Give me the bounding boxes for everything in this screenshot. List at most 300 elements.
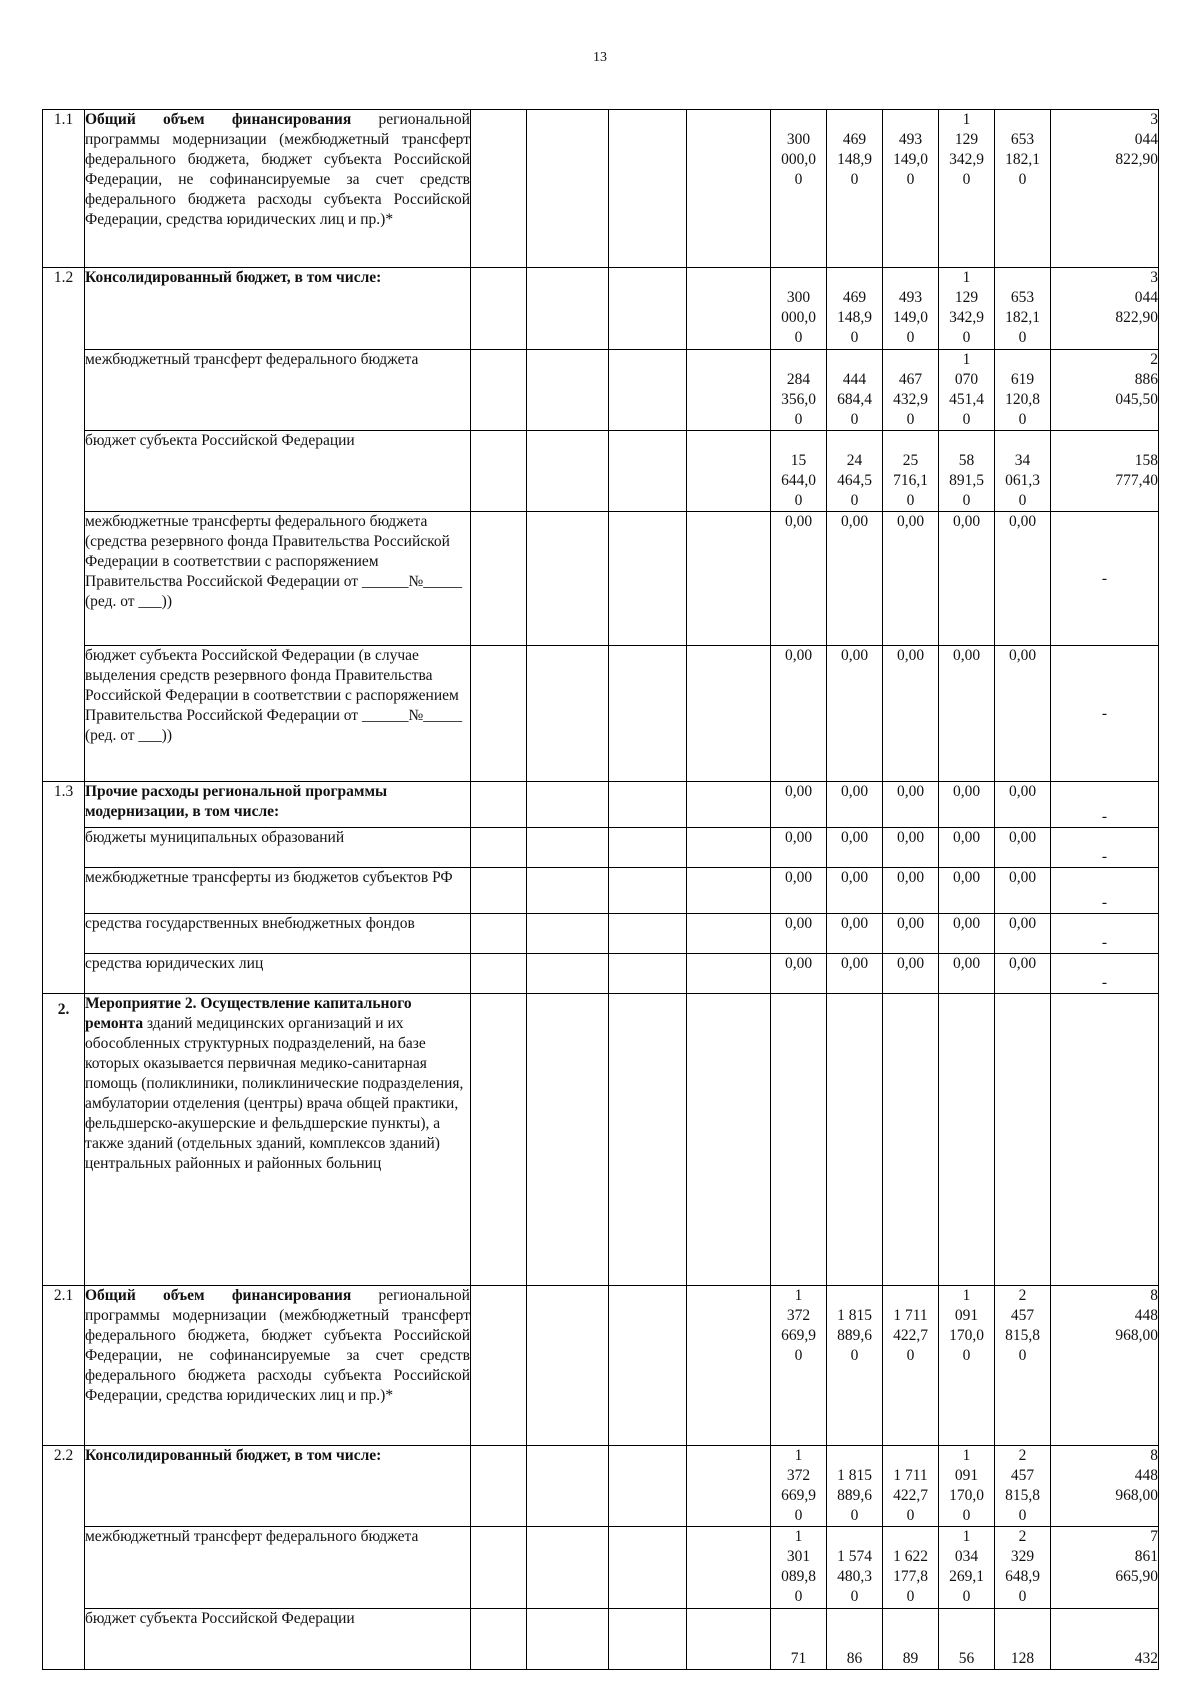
amount-line: 0 <box>794 329 803 346</box>
empty-cell <box>771 994 827 1286</box>
amount-line: 301 <box>786 1548 811 1565</box>
amount-line: 422,7 <box>893 1487 928 1504</box>
amount-line: 0 <box>906 1347 915 1364</box>
amount-cell: 0,00 <box>995 828 1051 868</box>
row-description: межбюджетный трансферт федерального бюджета <box>85 1527 471 1609</box>
amount-line: 0 <box>794 1588 803 1605</box>
amount-line: 372 <box>786 1467 811 1484</box>
amount-line: 2 <box>1150 351 1158 368</box>
table-row <box>43 1286 1159 1446</box>
amount-line: 0 <box>906 411 915 428</box>
amount-line: 464,5 <box>837 472 872 489</box>
amount-line: 0 <box>962 411 971 428</box>
amount-line: 329 <box>1010 1548 1035 1565</box>
empty-cell <box>471 828 527 868</box>
amount-line: 56 <box>958 1650 975 1667</box>
amount-cell <box>883 1609 939 1670</box>
empty-cell <box>471 868 527 914</box>
amount-cell <box>827 110 883 268</box>
amount-line: 1 622 <box>893 1548 928 1565</box>
total-cell: - <box>1051 512 1159 646</box>
total-cell <box>1051 350 1159 431</box>
amount-line: 372 <box>786 1307 811 1324</box>
amount-line: 1 <box>962 351 971 368</box>
total-cell <box>1051 431 1159 512</box>
empty-cell <box>883 994 939 1286</box>
amount-line: 448 <box>1134 1467 1158 1484</box>
empty-cell <box>471 954 527 994</box>
table-row <box>43 914 1159 954</box>
amount-cell <box>827 1609 883 1670</box>
table-row <box>43 994 1159 1286</box>
empty-cell <box>527 1609 609 1670</box>
amount-line: 269,1 <box>949 1568 984 1585</box>
amount-line: 182,1 <box>1005 151 1040 168</box>
amount-line: 7 <box>1150 1528 1158 1545</box>
amount-line <box>771 350 826 370</box>
amount-cell: 0,00 <box>827 914 883 954</box>
empty-cell <box>609 350 687 431</box>
amount-line: 58 <box>958 452 975 469</box>
amount-line <box>827 350 882 370</box>
amount-line: 644,0 <box>781 472 816 489</box>
amount-line: 777,40 <box>1115 472 1158 489</box>
empty-cell <box>609 646 687 782</box>
row-number: 2.2 <box>43 1446 85 1670</box>
amount-cell: 0,00 <box>939 954 995 994</box>
empty-cell <box>527 1527 609 1609</box>
amount-line: 886 <box>1134 371 1158 388</box>
amount-line <box>883 268 938 288</box>
amount-line: 86 <box>846 1650 863 1667</box>
empty-cell <box>527 914 609 954</box>
amount-line <box>883 1609 938 1629</box>
amount-line: 469 <box>842 131 867 148</box>
amount-line <box>827 1527 882 1547</box>
total-cell: - <box>1051 868 1159 914</box>
total-cell: - <box>1051 954 1159 994</box>
empty-cell <box>609 268 687 350</box>
amount-cell <box>827 1286 883 1446</box>
amount-line <box>1051 1609 1158 1629</box>
amount-line <box>771 268 826 288</box>
amount-line: 0 <box>1018 411 1027 428</box>
amount-line: 89 <box>902 1650 919 1667</box>
amount-line <box>883 1286 938 1306</box>
empty-cell <box>527 868 609 914</box>
amount-line: 0 <box>906 492 915 509</box>
amount-line: 061,3 <box>1005 472 1040 489</box>
empty-cell <box>527 512 609 646</box>
amount-line: 0 <box>906 171 915 188</box>
amount-line: 1 <box>962 1287 971 1304</box>
empty-cell <box>687 1609 771 1670</box>
amount-line <box>827 1609 882 1629</box>
amount-cell: 0,00 <box>771 914 827 954</box>
amount-line: 432 <box>1134 1650 1158 1667</box>
amount-line: 822,90 <box>1115 309 1158 326</box>
amount-line: 451,4 <box>949 391 984 408</box>
amount-line: 861 <box>1134 1548 1158 1565</box>
amount-cell <box>883 350 939 431</box>
amount-cell: 0,00 <box>995 646 1051 782</box>
amount-line: 480,3 <box>837 1568 872 1585</box>
amount-cell: 0,00 <box>771 782 827 828</box>
amount-cell: 0,00 <box>827 512 883 646</box>
amount-line: 34 <box>1014 452 1031 469</box>
amount-line <box>995 1609 1050 1629</box>
amount-line: 493 <box>898 289 923 306</box>
row-number: 1.3 <box>43 782 85 994</box>
amount-line: 432,9 <box>893 391 928 408</box>
row-description: бюджет субъекта Российской Федерации (в случае выделения средств резервного фонда Правительства Российской Федерации в соответствии с распоряжением Правительства Российской Федерации от ______№_____ (ред. от ___)) <box>85 646 471 782</box>
amount-line: 815,8 <box>1005 1327 1040 1344</box>
empty-cell <box>609 868 687 914</box>
amount-line <box>995 350 1050 370</box>
amount-cell: 0,00 <box>771 646 827 782</box>
amount-line: 669,9 <box>781 1487 816 1504</box>
total-cell: - <box>1051 914 1159 954</box>
row-number: 1.2 <box>43 268 85 782</box>
amount-cell <box>995 431 1051 512</box>
amount-line: 170,0 <box>949 1487 984 1504</box>
amount-line: 2 <box>1018 1287 1027 1304</box>
total-cell: - <box>1051 646 1159 782</box>
amount-line: 0 <box>962 171 971 188</box>
amount-cell <box>939 1527 995 1609</box>
amount-cell <box>939 350 995 431</box>
empty-cell <box>471 1527 527 1609</box>
amount-line: 129 <box>954 289 979 306</box>
empty-cell <box>609 782 687 828</box>
amount-line: 0 <box>962 492 971 509</box>
amount-line <box>827 1286 882 1306</box>
amount-line: 889,6 <box>837 1487 872 1504</box>
table-row <box>43 1609 1159 1670</box>
row-description: бюджеты муниципальных образований <box>85 828 471 868</box>
amount-line: 1 <box>962 269 971 286</box>
amount-cell <box>995 1527 1051 1609</box>
empty-cell <box>609 1446 687 1527</box>
amount-line: 0 <box>850 1507 859 1524</box>
amount-cell: 0,00 <box>827 868 883 914</box>
empty-cell <box>471 512 527 646</box>
amount-line: 1 <box>794 1287 803 1304</box>
amount-line: 129 <box>954 131 979 148</box>
amount-cell: 0,00 <box>939 828 995 868</box>
amount-line: 0 <box>1018 1588 1027 1605</box>
amount-cell: 0,00 <box>939 512 995 646</box>
amount-cell <box>995 1286 1051 1446</box>
amount-line: 0 <box>850 171 859 188</box>
amount-line <box>1051 431 1158 451</box>
empty-cell <box>687 868 771 914</box>
amount-line: 300 <box>786 131 811 148</box>
row-description: Консолидированный бюджет, в том числе: <box>85 1446 471 1527</box>
table-row <box>43 828 1159 868</box>
amount-cell <box>883 110 939 268</box>
amount-line: 0 <box>794 1347 803 1364</box>
amount-cell <box>771 1286 827 1446</box>
row-number: 2.1 <box>43 1286 85 1446</box>
amount-cell: 0,00 <box>939 868 995 914</box>
empty-cell <box>527 646 609 782</box>
amount-line: 448 <box>1134 1307 1158 1324</box>
amount-cell <box>771 1527 827 1609</box>
empty-cell <box>687 914 771 954</box>
row-number: 2. <box>43 994 85 1286</box>
row-description: бюджет субъекта Российской Федерации <box>85 1609 471 1670</box>
amount-line: 0 <box>850 329 859 346</box>
amount-cell <box>883 1527 939 1609</box>
table-row <box>43 431 1159 512</box>
amount-cell <box>883 1446 939 1527</box>
table-row <box>43 1527 1159 1609</box>
amount-line: 0 <box>1018 492 1027 509</box>
amount-line <box>995 110 1050 130</box>
amount-cell <box>827 1527 883 1609</box>
amount-line <box>939 1629 994 1649</box>
amount-line: 665,90 <box>1115 1568 1158 1585</box>
amount-line <box>939 1609 994 1629</box>
table-row <box>43 954 1159 994</box>
empty-cell <box>471 110 527 268</box>
amount-cell: 0,00 <box>771 954 827 994</box>
amount-cell <box>771 431 827 512</box>
amount-line: 493 <box>898 131 923 148</box>
amount-cell <box>995 350 1051 431</box>
amount-cell: 0,00 <box>883 646 939 782</box>
amount-line: 0 <box>850 492 859 509</box>
row-description: средства юридических лиц <box>85 954 471 994</box>
amount-cell: 0,00 <box>827 646 883 782</box>
table-row <box>43 350 1159 431</box>
empty-cell <box>471 1609 527 1670</box>
empty-cell <box>609 431 687 512</box>
amount-line: 0 <box>850 1588 859 1605</box>
amount-line <box>995 431 1050 451</box>
amount-line: 070 <box>954 371 979 388</box>
amount-cell <box>939 1446 995 1527</box>
row-description: средства государственных внебюджетных фондов <box>85 914 471 954</box>
empty-cell <box>687 782 771 828</box>
amount-line <box>771 1629 826 1649</box>
amount-line: 716,1 <box>893 472 928 489</box>
amount-cell: 0,00 <box>883 914 939 954</box>
empty-cell <box>609 994 687 1286</box>
empty-cell <box>939 994 995 1286</box>
table-row <box>43 868 1159 914</box>
empty-cell <box>995 994 1051 1286</box>
amount-cell <box>827 1446 883 1527</box>
amount-cell <box>939 1286 995 1446</box>
empty-cell <box>687 350 771 431</box>
amount-line: 25 <box>902 452 919 469</box>
amount-line: 889,6 <box>837 1327 872 1344</box>
empty-cell <box>609 1609 687 1670</box>
empty-cell <box>471 646 527 782</box>
row-description: межбюджетные трансферты федерального бюджета (средства резервного фонда Правительства Российской Федерации в соответствии с распоряжением Правительства Российской Федерации от ______№_____ (ред. от ___)) <box>85 512 471 646</box>
amount-cell <box>827 268 883 350</box>
amount-line <box>883 1527 938 1547</box>
amount-line: 0 <box>906 1588 915 1605</box>
amount-cell <box>939 110 995 268</box>
amount-line: 0 <box>794 492 803 509</box>
amount-line <box>1051 1629 1158 1649</box>
amount-cell <box>939 431 995 512</box>
row-description: Мероприятие 2. Осуществление капитального ремонта зданий медицинских организаций и их обособленных структурных подразделений, на базе которых оказывается первичная медико-санитарная помощь (поликлиники, поликлинические подразделения, амбулатории отделения (центры) врача общей практики, фельдшерско-акушерские и фельдшерские пункты), а также зданий (отдельных зданий, комплексов зданий) центральных районных и районных больниц <box>85 994 471 1286</box>
row-number: 1.1 <box>43 110 85 268</box>
amount-line: 342,9 <box>949 309 984 326</box>
amount-line: 1 815 <box>837 1467 872 1484</box>
total-cell <box>1051 1527 1159 1609</box>
amount-line <box>827 110 882 130</box>
amount-line <box>995 268 1050 288</box>
amount-cell: 0,00 <box>771 828 827 868</box>
amount-line: 469 <box>842 289 867 306</box>
table-row <box>43 512 1159 646</box>
amount-line <box>827 1446 882 1466</box>
amount-line <box>827 268 882 288</box>
amount-line: 0 <box>794 171 803 188</box>
amount-cell <box>771 268 827 350</box>
amount-line: 444 <box>842 371 867 388</box>
amount-line: 1 711 <box>893 1307 928 1324</box>
amount-line: 044 <box>1134 289 1158 306</box>
amount-cell: 0,00 <box>771 868 827 914</box>
amount-cell <box>827 431 883 512</box>
empty-cell <box>471 431 527 512</box>
amount-line <box>827 431 882 451</box>
amount-line: 815,8 <box>1005 1487 1040 1504</box>
amount-line: 648,9 <box>1005 1568 1040 1585</box>
empty-cell <box>471 1446 527 1527</box>
total-cell <box>1051 1609 1159 1670</box>
empty-cell <box>609 954 687 994</box>
empty-cell <box>609 1527 687 1609</box>
table-row <box>43 782 1159 828</box>
amount-line: 091 <box>954 1307 979 1324</box>
amount-line <box>883 431 938 451</box>
amount-line: 0 <box>1018 329 1027 346</box>
amount-line: 120,8 <box>1005 391 1040 408</box>
amount-cell <box>827 350 883 431</box>
amount-line: 8 <box>1150 1287 1158 1304</box>
amount-line: 3 <box>1150 269 1158 286</box>
amount-line: 1 <box>962 111 971 128</box>
row-description: Общий объем финансирования региональной программы модернизации (межбюджетный трансферт федерального бюджета, бюджет субъекта Российской Федерации, не софинансируемые за счет средств федерального бюджета расходы субъекта Российской Федерации, средства юридических лиц и пр.)* <box>85 1286 471 1446</box>
amount-line: 0 <box>794 1507 803 1524</box>
amount-line: 000,0 <box>781 151 816 168</box>
amount-line: 71 <box>790 1650 807 1667</box>
amount-line: 1 574 <box>837 1548 872 1565</box>
amount-line: 091 <box>954 1467 979 1484</box>
amount-cell <box>771 110 827 268</box>
amount-line: 1 <box>794 1447 803 1464</box>
amount-line: 467 <box>898 371 923 388</box>
amount-line: 149,0 <box>893 309 928 326</box>
total-cell: - <box>1051 782 1159 828</box>
amount-line <box>883 350 938 370</box>
amount-line: 457 <box>1010 1467 1035 1484</box>
table-row <box>43 646 1159 782</box>
amount-line <box>995 1629 1050 1649</box>
amount-line <box>771 1609 826 1629</box>
amount-line: 2 <box>1018 1447 1027 1464</box>
amount-line: 968,00 <box>1115 1327 1158 1344</box>
total-cell <box>1051 268 1159 350</box>
amount-line: 0 <box>906 329 915 346</box>
empty-cell <box>687 110 771 268</box>
row-description: Прочие расходы региональной программы модернизации, в том числе: <box>85 782 471 828</box>
empty-cell <box>609 110 687 268</box>
empty-cell <box>609 512 687 646</box>
amount-line: 422,7 <box>893 1327 928 1344</box>
page-number: 13 <box>593 50 607 65</box>
empty-cell <box>687 1527 771 1609</box>
amount-cell: 0,00 <box>939 782 995 828</box>
empty-cell <box>687 268 771 350</box>
amount-cell: 0,00 <box>827 954 883 994</box>
amount-line: 891,5 <box>949 472 984 489</box>
amount-line: 148,9 <box>837 309 872 326</box>
amount-line: 0 <box>850 411 859 428</box>
empty-cell <box>471 782 527 828</box>
amount-cell <box>939 1609 995 1670</box>
amount-cell <box>771 1609 827 1670</box>
amount-line: 1 <box>962 1447 971 1464</box>
empty-cell <box>687 994 771 1286</box>
empty-cell <box>471 914 527 954</box>
amount-cell <box>995 1446 1051 1527</box>
amount-line <box>771 431 826 451</box>
empty-cell <box>687 828 771 868</box>
empty-cell <box>687 1286 771 1446</box>
amount-line: 1 815 <box>837 1307 872 1324</box>
row-description: Общий объем финансирования региональной программы модернизации (межбюджетный трансферт федерального бюджета, бюджет субъекта Российской Федерации, не софинансируемые за счет средств федерального бюджета расходы субъекта Российской Федерации, средства юридических лиц и пр.)* <box>85 110 471 268</box>
amount-line: 342,9 <box>949 151 984 168</box>
financing-table <box>42 109 1159 1670</box>
amount-cell: 0,00 <box>883 512 939 646</box>
row-description: бюджет субъекта Российской Федерации <box>85 431 471 512</box>
amount-line: 0 <box>1018 171 1027 188</box>
amount-line: 170,0 <box>949 1327 984 1344</box>
empty-cell <box>527 1446 609 1527</box>
amount-line: 822,90 <box>1115 151 1158 168</box>
amount-line <box>883 1446 938 1466</box>
empty-cell <box>471 1286 527 1446</box>
amount-line <box>883 110 938 130</box>
amount-line: 0 <box>794 411 803 428</box>
empty-cell <box>687 431 771 512</box>
amount-cell: 0,00 <box>827 828 883 868</box>
amount-line: 0 <box>1018 1347 1027 1364</box>
total-cell <box>1051 1446 1159 1527</box>
amount-line: 284 <box>786 371 811 388</box>
amount-cell <box>995 110 1051 268</box>
total-cell: - <box>1051 828 1159 868</box>
amount-line: 24 <box>846 452 863 469</box>
amount-cell: 0,00 <box>883 954 939 994</box>
amount-line: 653 <box>1010 289 1035 306</box>
amount-line: 300 <box>786 289 811 306</box>
amount-line: 034 <box>954 1548 979 1565</box>
amount-line: 8 <box>1150 1447 1158 1464</box>
amount-cell: 0,00 <box>883 828 939 868</box>
empty-cell <box>527 828 609 868</box>
amount-line: 0 <box>850 1347 859 1364</box>
amount-line: 1 711 <box>893 1467 928 1484</box>
